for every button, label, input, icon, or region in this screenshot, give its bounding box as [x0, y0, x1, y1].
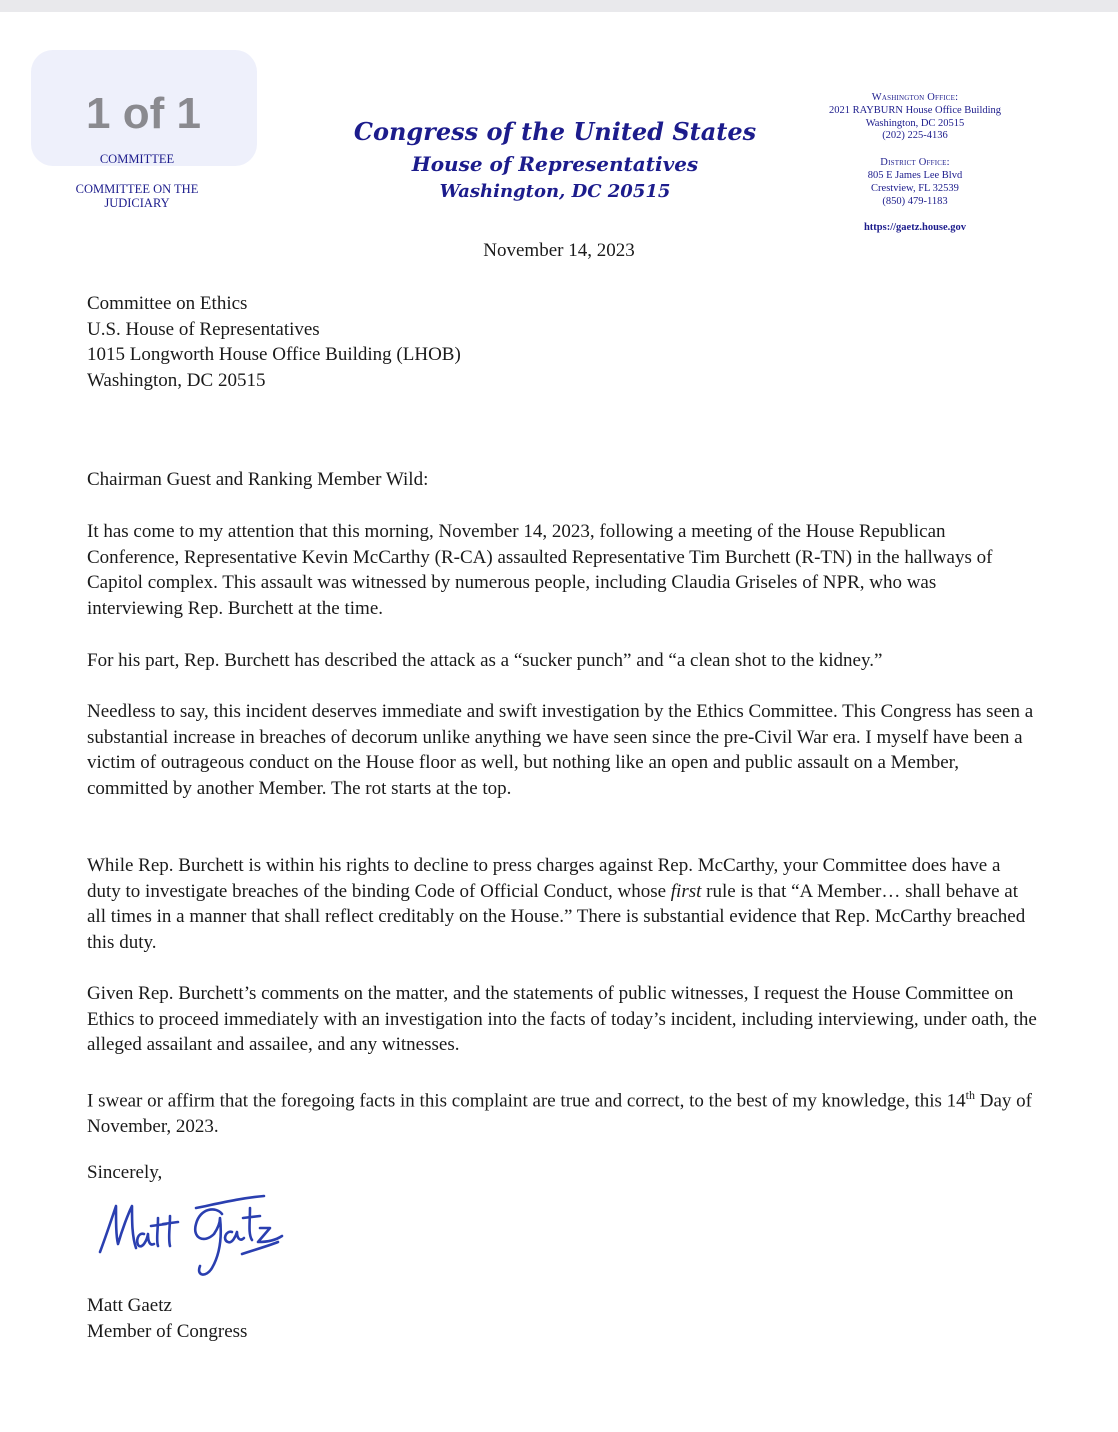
paragraph-1: It has come to my attention that this morning, November 14, 2023, following a meeting of the House Republican Conference, Representative Kevin McCarthy (R-CA) assaulted Representative Tim Burchett (R-TN) in the hallways of Capitol complex. This assault was witnessed by numerous people, including Claudia Griseles of NPR, who was interviewing Rep. Burchett at the time. [87, 521, 993, 619]
paragraph-4-text: While Rep. Burchett is within his rights to decline to press charges against Rep. McCarthy, your Committee does have a duty to investigate breaches of the binding Code of Official Conduct, whose [87, 855, 1001, 902]
paragraph-6-text: I swear or affirm that the foregoing facts in this complaint are true and correct, to the best of my knowledge, this 14 [87, 1090, 966, 1112]
paragraph-5: Given Rep. Burchett’s comments on the matter, and the statements of public witnesses, I request the House Committee on Ethics to proceed immediately with an investigation into the facts of today’s incident, including interviewing, under oath, the alleged assailant and assailee, and any witnesses. [87, 983, 1037, 1055]
washington-office-address2: Washington, DC 20515 [865, 117, 965, 129]
congress-heading: Congress of the United States [353, 117, 757, 146]
recipient-line: Washington, DC 20515 [87, 369, 266, 391]
washington-office-phone: (202) 225-4136 [882, 130, 948, 142]
city-heading: Washington, DC 20515 [439, 181, 671, 202]
letterhead-title [350, 117, 760, 202]
page-indicator: 1 of 1 [31, 50, 257, 166]
judiciary-committee-line1: COMMITTEE ON THE [75, 182, 199, 196]
website-link[interactable]: https://gaetz.house.gov [863, 222, 967, 234]
signature-image [92, 1192, 292, 1282]
recipient-line: U.S. House of Representatives [87, 318, 320, 340]
district-office-address1: 805 E James Lee Blvd [867, 169, 963, 181]
paragraph-4-text: rule is that “A Member… shall behave at all times in a manner that shall reflect creditably on the House.” There is substantial evidence that Rep. McCarthy breached this duty. [87, 880, 1026, 953]
paragraph-6 [87, 1083, 1037, 1139]
district-office-phone: (850) 479-1183 [882, 195, 948, 207]
paragraph-4 [87, 853, 1037, 955]
paragraph-6-superscript: th [965, 1088, 976, 1102]
salutation: Chairman Guest and Ranking Member Wild: [87, 469, 429, 490]
committee-assignments [52, 152, 222, 210]
recipient-line: Committee on Ethics [87, 293, 248, 314]
signer-title: Member of Congress [87, 1320, 248, 1342]
district-office-address2: Crestview, FL 32539 [871, 182, 959, 194]
washington-office-address1: 2021 RAYBURN House Office Building [828, 104, 1002, 116]
letter-date: November 14, 2023 [483, 240, 635, 261]
judiciary-committee-line2: JUDICIARY [104, 196, 170, 210]
closing: Sincerely, [87, 1162, 163, 1183]
signer-block [87, 1293, 1037, 1344]
paragraph-6-text: Day of November, 2023. [87, 1090, 1032, 1137]
committee-label: COMMITTEE [99, 152, 175, 166]
washington-office-heading: Washington Office: [871, 92, 959, 103]
paragraph-3: Needless to say, this incident deserves immediate and swift investigation by the Ethics Committee. This Congress has seen a substantial increase in breaches of decorum unlike anything we have seen since the pre-Civil War era. I myself have been a victim of outrageous conduct on the House floor as well, but nothing like an open and public assault on a Member, committed by another Member. The rot starts at the top. [87, 701, 1034, 799]
office-addresses [790, 92, 1040, 235]
district-office-heading: District Office: [880, 157, 950, 169]
house-heading: House of Representatives [411, 152, 699, 176]
signer-name: Matt Gaetz [87, 1295, 172, 1316]
recipient-address [87, 291, 1037, 393]
paragraph-4-emphasis: first [670, 880, 702, 902]
judiciary-committee [52, 182, 222, 210]
letter-page [0, 12, 1118, 1432]
recipient-line: 1015 Longworth House Office Building (LHOB) [87, 344, 461, 365]
paragraph-2: For his part, Rep. Burchett has described the attack as a “sucker punch” and “a clean shot to the kidney.” [87, 650, 883, 671]
